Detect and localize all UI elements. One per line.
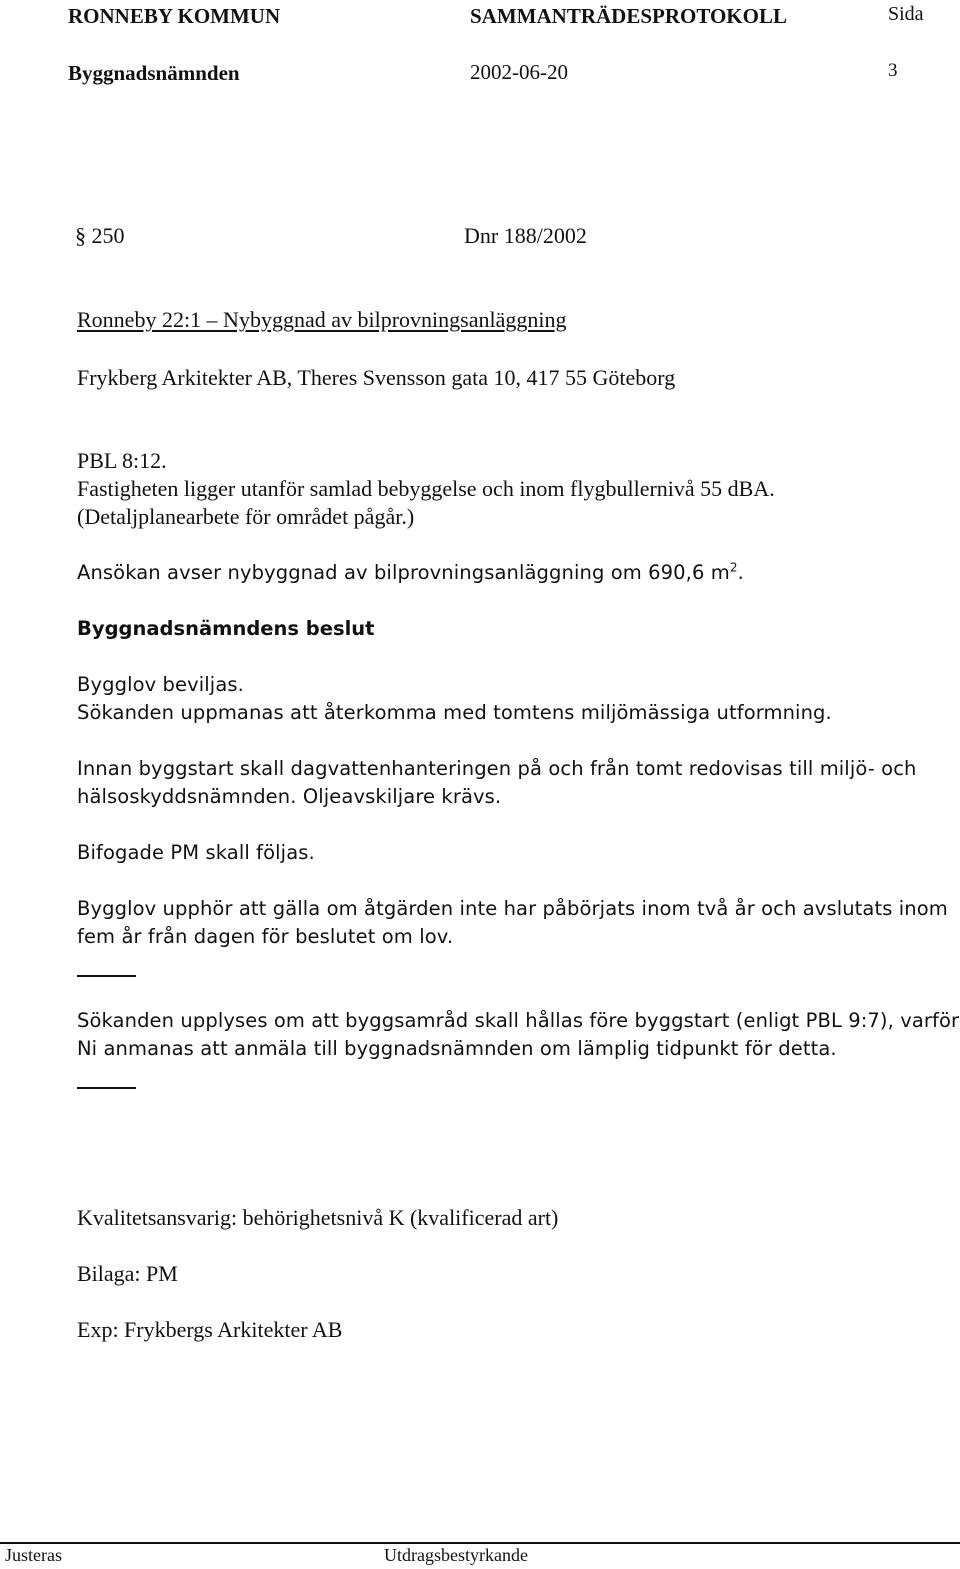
location-text-2: (Detaljplanearbete för området pågår.) (77, 504, 415, 529)
expedition: Exp: Frykbergs Arkitekter AB (77, 1317, 343, 1342)
section-number: § 250 (75, 223, 125, 248)
application-text: Ansökan avser nybyggnad av bilprovningsanläggning om 690,6 $m^2$. (77, 560, 744, 584)
validity-text-1: Bygglov upphör att gälla om åtgärden inte har påbörjats inom två år och avslutats inom (77, 897, 948, 920)
quality-responsible: Kvalitetsansvarig: behörighetsnivå K (kvalificerad art) (77, 1205, 559, 1230)
page-label: Sida (888, 3, 924, 25)
meeting-date: 2002-06-20 (470, 60, 568, 84)
case-title: Ronneby 22:1 – Nybyggnad av bilprovningsanläggning (77, 307, 567, 332)
applicant: Frykberg Arkitekter AB, Theres Svensson gata 10, 417 55 Göteborg (77, 365, 676, 390)
consultation-text-1: Sökanden upplyses om att byggsamråd skall hållas före byggstart (enligt PBL 9:7), varför (77, 1009, 960, 1032)
consultation-text-2: Ni anmanas att anmäla till byggnadsnämnden om lämplig tidpunkt för detta. (77, 1037, 837, 1060)
page-number: 3 (888, 60, 898, 81)
decision-heading: Byggnadsnämndens beslut (77, 617, 375, 640)
attachment: Bilaga: PM (77, 1261, 178, 1286)
drainage-text-1: Innan byggstart skall dagvattenhanteringen på och från tomt redovisas till miljö- och (77, 757, 917, 780)
section-symbol: § (75, 223, 86, 248)
utdragsbestyrkande-label: Utdragsbestyrkande (384, 1545, 528, 1565)
diary-number: Dnr 188/2002 (464, 223, 587, 248)
separator-dash-2 (77, 1087, 136, 1089)
committee-name: Byggnadsnämnden (68, 61, 240, 85)
decision-granted: Bygglov beviljas. (77, 673, 244, 696)
pm-text: Bifogade PM skall följas. (77, 841, 315, 864)
pbl-reference: PBL 8:12. (77, 448, 167, 473)
location-text-1: Fastigheten ligger utanför samlad bebyggelse och inom flygbullernivå 55 dBA. (77, 476, 775, 501)
decision-reminder: Sökanden uppmanas att återkomma med tomtens miljömässiga utformning. (77, 701, 832, 724)
document-type: SAMMANTRÄDESPROTOKOLL (470, 4, 787, 28)
footer-rule (0, 1542, 960, 1544)
justeras-label: Justeras (5, 1545, 62, 1565)
validity-text-2: fem år från dagen för beslutet om lov. (77, 925, 454, 948)
separator-dash-1 (77, 975, 136, 977)
municipality-name: RONNEBY KOMMUN (68, 4, 281, 28)
drainage-text-2: hälsoskyddsnämnden. Oljeavskiljare krävs. (77, 785, 502, 808)
